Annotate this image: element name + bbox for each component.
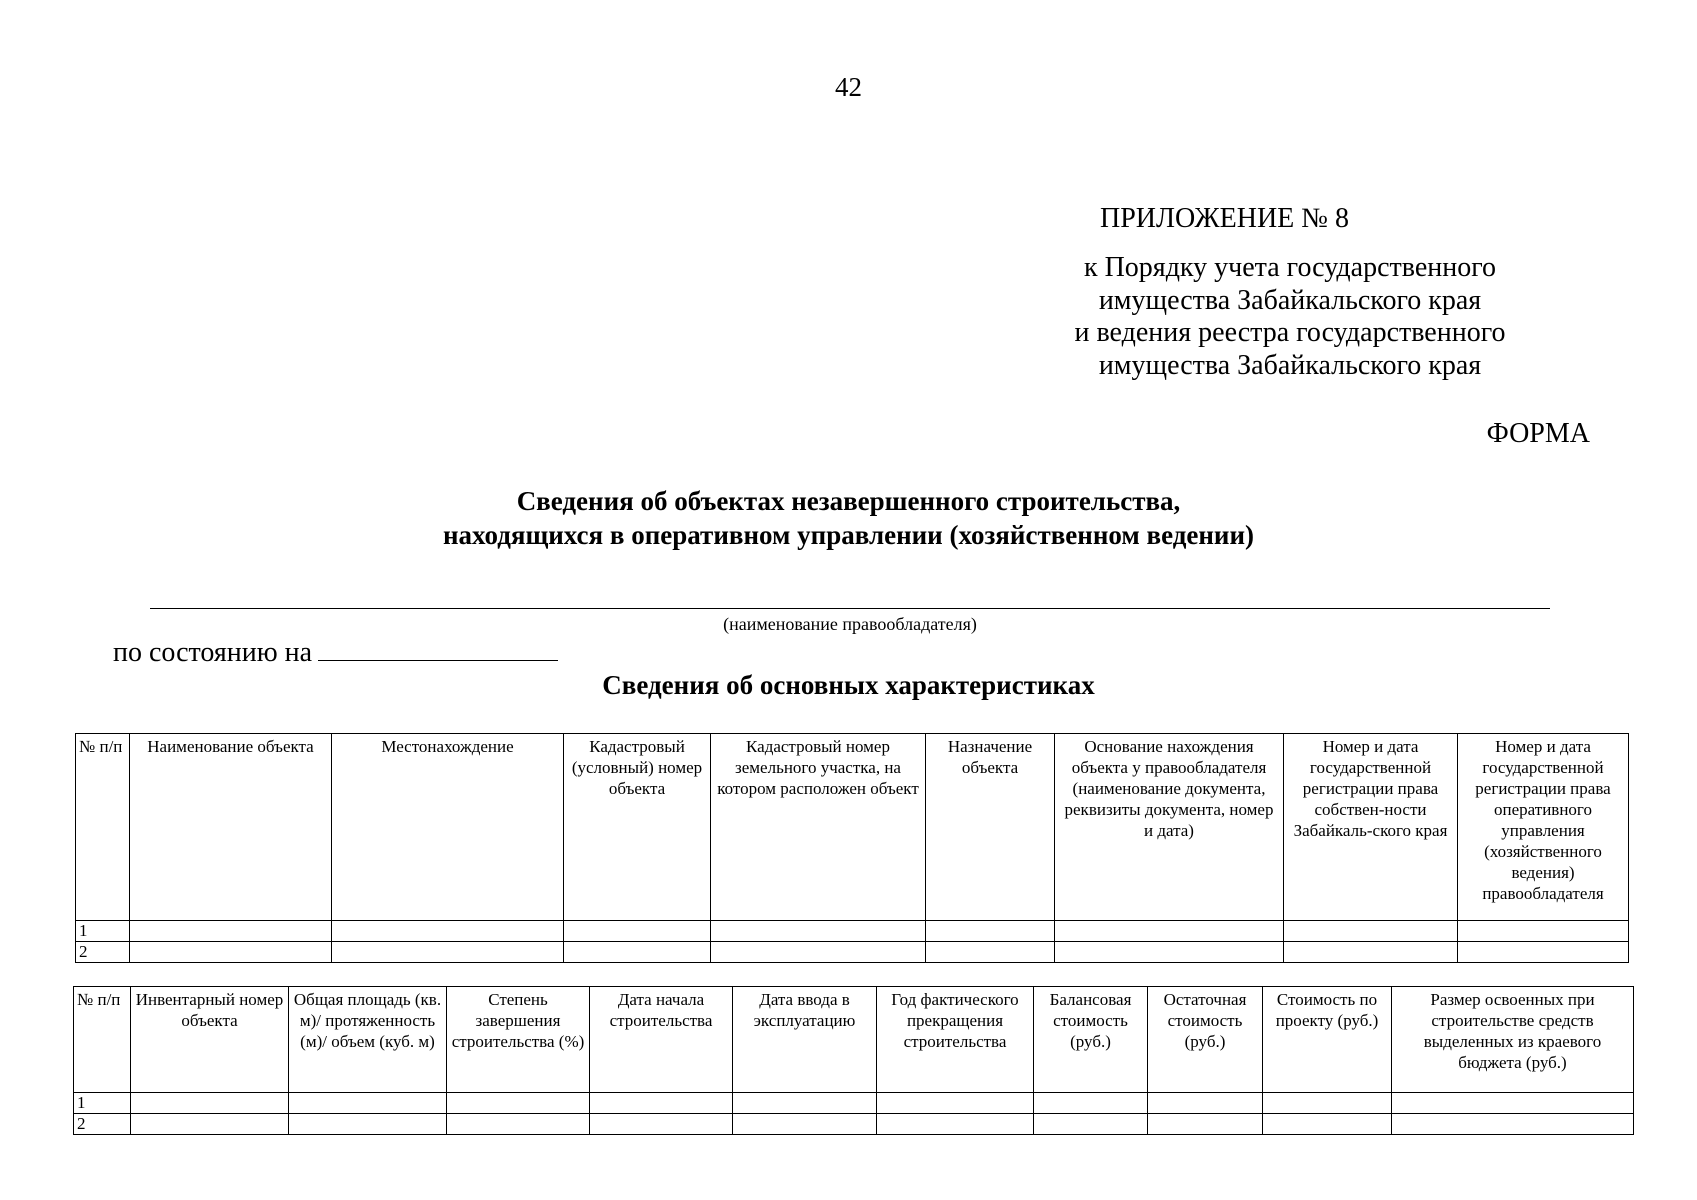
column-header-number: № п/п [74, 987, 131, 1093]
column-header-purpose: Назначение объекта [926, 734, 1055, 921]
column-header-land-plot-number: Кадастровый номер земельного участка, на котором расположен объект [711, 734, 926, 921]
cost-characteristics-table [73, 986, 1634, 1135]
column-header-completion-degree: Степень завершения строительства (%) [447, 987, 590, 1093]
table-cell[interactable] [877, 1093, 1034, 1114]
column-header-area: Общая площадь (кв. м)/ протяженность (м)/ объем (куб. м) [289, 987, 447, 1093]
table-cell[interactable] [590, 1114, 733, 1135]
column-header-location: Местонахождение [332, 734, 564, 921]
table-cell[interactable] [1284, 921, 1458, 942]
appendix-reference [1060, 252, 1520, 382]
table-cell[interactable] [711, 921, 926, 942]
as-of-label: по состоянию на [113, 637, 313, 668]
appendix-line: и ведения реестра государственного [1074, 317, 1506, 348]
column-header-object-name: Наименование объекта [130, 734, 332, 921]
column-header-book-value: Балансовая стоимость (руб.) [1034, 987, 1148, 1093]
table-cell[interactable] [711, 942, 926, 963]
table-cell[interactable] [733, 1114, 877, 1135]
table-cell[interactable] [1148, 1114, 1263, 1135]
table-cell[interactable] [1263, 1093, 1392, 1114]
document-title [0, 484, 1697, 552]
table-cell[interactable] [564, 942, 711, 963]
table-cell[interactable] [877, 1114, 1034, 1135]
table-cell[interactable] [733, 1093, 877, 1114]
row-number: 2 [74, 1114, 131, 1135]
appendix-line: имущества Забайкальского края [1098, 349, 1482, 381]
as-of-date-field [113, 636, 558, 669]
row-number: 1 [74, 1093, 131, 1114]
table-header-row [74, 987, 1634, 1093]
table-cell[interactable] [130, 942, 332, 963]
column-header-stop-year: Год фактического прекращения строительства [877, 987, 1034, 1093]
column-header-basis: Основание нахождения объекта у правообладателя (наименование документа, реквизиты документа, номер и дата) [1055, 734, 1284, 921]
appendix-title: ПРИЛОЖЕНИЕ № 8 [1100, 203, 1349, 234]
table-cell[interactable] [447, 1114, 590, 1135]
table-cell[interactable] [289, 1093, 447, 1114]
column-header-commissioning-date: Дата ввода в эксплуатацию [733, 987, 877, 1093]
table-cell[interactable] [1392, 1114, 1634, 1135]
table-cell[interactable] [1458, 921, 1629, 942]
column-header-ownership-registration: Номер и дата государственной регистрации права собствен-ности Забайкаль-ского края [1284, 734, 1458, 921]
table-cell[interactable] [1055, 921, 1284, 942]
table-cell[interactable] [1055, 942, 1284, 963]
table-cell[interactable] [447, 1093, 590, 1114]
appendix-line: к Порядку учета государственного [1083, 252, 1497, 283]
table-cell[interactable] [130, 921, 332, 942]
table-cell[interactable] [1458, 942, 1629, 963]
main-characteristics-table [75, 733, 1629, 963]
as-of-date-blank [318, 636, 558, 661]
table-cell[interactable] [1284, 942, 1458, 963]
column-header-number: № п/п [76, 734, 130, 921]
table-cell[interactable] [1263, 1114, 1392, 1135]
row-number: 2 [76, 942, 130, 963]
table-cell[interactable] [1392, 1093, 1634, 1114]
column-header-management-registration: Номер и дата государственной регистрации права оперативного управления (хозяйственного ведения) правообладателя [1458, 734, 1629, 921]
table-cell[interactable] [926, 921, 1055, 942]
column-header-budget-funds: Размер освоенных при строительстве средств выделенных из краевого бюджета (руб.) [1392, 987, 1634, 1093]
table-cell[interactable] [1148, 1093, 1263, 1114]
document-title-line: Сведения об объектах незавершенного строительства, [516, 486, 1181, 516]
column-header-project-cost: Стоимость по проекту (руб.) [1263, 987, 1392, 1093]
column-header-cadastral-number: Кадастровый (условный) номер объекта [564, 734, 711, 921]
holder-caption: (наименование правообладателя) [723, 614, 977, 634]
table-cell[interactable] [590, 1093, 733, 1114]
table-row [74, 1093, 1634, 1114]
table-cell[interactable] [289, 1114, 447, 1135]
row-number: 1 [76, 921, 130, 942]
column-header-inventory-number: Инвентарный номер объекта [131, 987, 289, 1093]
table-header-row [76, 734, 1629, 921]
column-header-residual-value: Остаточная стоимость (руб.) [1148, 987, 1263, 1093]
holder-name-line [150, 608, 1550, 609]
table-cell[interactable] [332, 921, 564, 942]
table-row [74, 1114, 1634, 1135]
table-cell[interactable] [926, 942, 1055, 963]
appendix-line: имущества Забайкальского края [1098, 284, 1482, 316]
table-cell[interactable] [131, 1093, 289, 1114]
table-row [76, 942, 1629, 963]
table-cell[interactable] [131, 1114, 289, 1135]
table-row [76, 921, 1629, 942]
form-label: ФОРМА [1486, 418, 1590, 449]
table-cell[interactable] [332, 942, 564, 963]
column-header-start-date: Дата начала строительства [590, 987, 733, 1093]
document-title-line: находящихся в оперативном управлении (хозяйственном ведении) [442, 520, 1255, 550]
table-cell[interactable] [1034, 1093, 1148, 1114]
page-number: 42 [835, 72, 862, 102]
section-title: Сведения об основных характеристиках [602, 670, 1095, 700]
table-cell[interactable] [564, 921, 711, 942]
table-cell[interactable] [1034, 1114, 1148, 1135]
